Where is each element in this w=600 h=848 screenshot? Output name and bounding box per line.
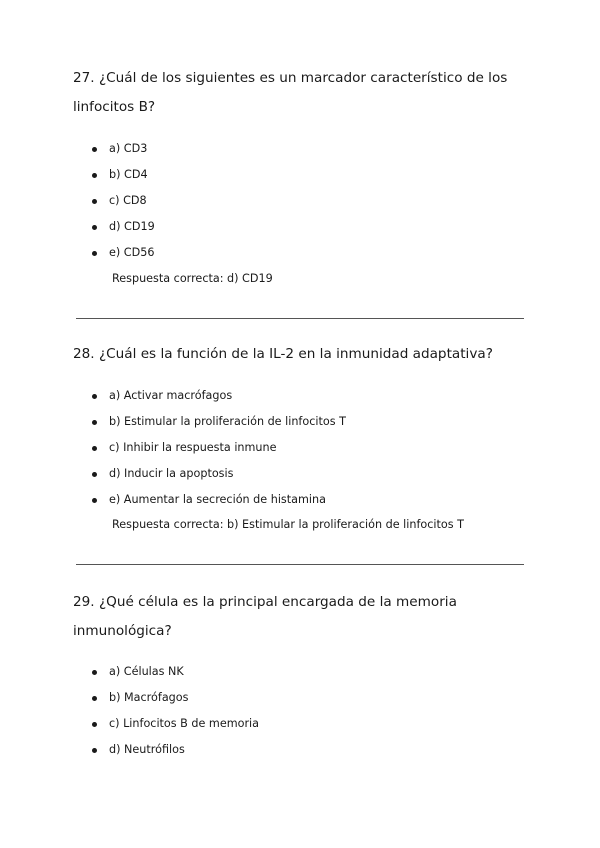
- option-label: e) CD56: [109, 246, 155, 259]
- bullet-icon: [92, 722, 97, 727]
- question-29-options: [73, 659, 259, 763]
- bullet-icon: [92, 670, 97, 675]
- question-27-answer: Respuesta correcta: d) CD19: [112, 272, 273, 285]
- list-item: [73, 409, 346, 435]
- list-item: [73, 487, 346, 513]
- list-item: [73, 162, 155, 188]
- question-28-answer: Respuesta correcta: b) Estimular la proliferación de linfocitos T: [112, 518, 464, 531]
- bullet-icon: [92, 498, 97, 503]
- list-item: [73, 188, 155, 214]
- bullet-icon: [92, 472, 97, 477]
- list-item: [73, 214, 155, 240]
- bullet-icon: [92, 696, 97, 701]
- question-27-title: 27. ¿Cuál de los siguientes es un marcador característico de los linfocitos B?: [73, 70, 508, 115]
- list-item: [73, 659, 259, 685]
- option-label: c) Inhibir la respuesta inmune: [109, 441, 277, 454]
- list-item: [73, 136, 155, 162]
- option-label: e) Aumentar la secreción de histamina: [109, 493, 326, 506]
- option-label: b) Macrófagos: [109, 691, 189, 704]
- section-divider: [76, 564, 524, 565]
- list-item: [73, 711, 259, 737]
- option-label: a) Células NK: [109, 665, 184, 678]
- list-item: [73, 435, 346, 461]
- list-item: [73, 737, 259, 763]
- bullet-icon: [92, 446, 97, 451]
- option-label: c) CD8: [109, 194, 147, 207]
- list-item: [73, 240, 155, 266]
- question-27-options: [73, 136, 155, 266]
- bullet-icon: [92, 147, 97, 152]
- question-29-title: 29. ¿Qué célula es la principal encargada de la memoria inmunológica?: [73, 594, 457, 639]
- option-label: d) Neutrófilos: [109, 743, 185, 756]
- option-label: a) Activar macrófagos: [109, 389, 233, 402]
- list-item: [73, 383, 346, 409]
- bullet-icon: [92, 251, 97, 256]
- bullet-icon: [92, 394, 97, 399]
- question-28-options: [73, 383, 346, 513]
- bullet-icon: [92, 225, 97, 230]
- option-label: b) CD4: [109, 168, 148, 181]
- bullet-icon: [92, 199, 97, 204]
- bullet-icon: [92, 173, 97, 178]
- option-label: d) CD19: [109, 220, 155, 233]
- bullet-icon: [92, 420, 97, 425]
- option-label: a) CD3: [109, 142, 148, 155]
- option-label: b) Estimular la proliferación de linfocitos T: [109, 415, 346, 428]
- section-divider: [76, 318, 524, 319]
- list-item: [73, 461, 346, 487]
- option-label: d) Inducir la apoptosis: [109, 467, 234, 480]
- question-28-title: 28. ¿Cuál es la función de la IL-2 en la inmunidad adaptativa?: [73, 346, 493, 362]
- list-item: [73, 685, 259, 711]
- bullet-icon: [92, 748, 97, 753]
- option-label: c) Linfocitos B de memoria: [109, 717, 260, 730]
